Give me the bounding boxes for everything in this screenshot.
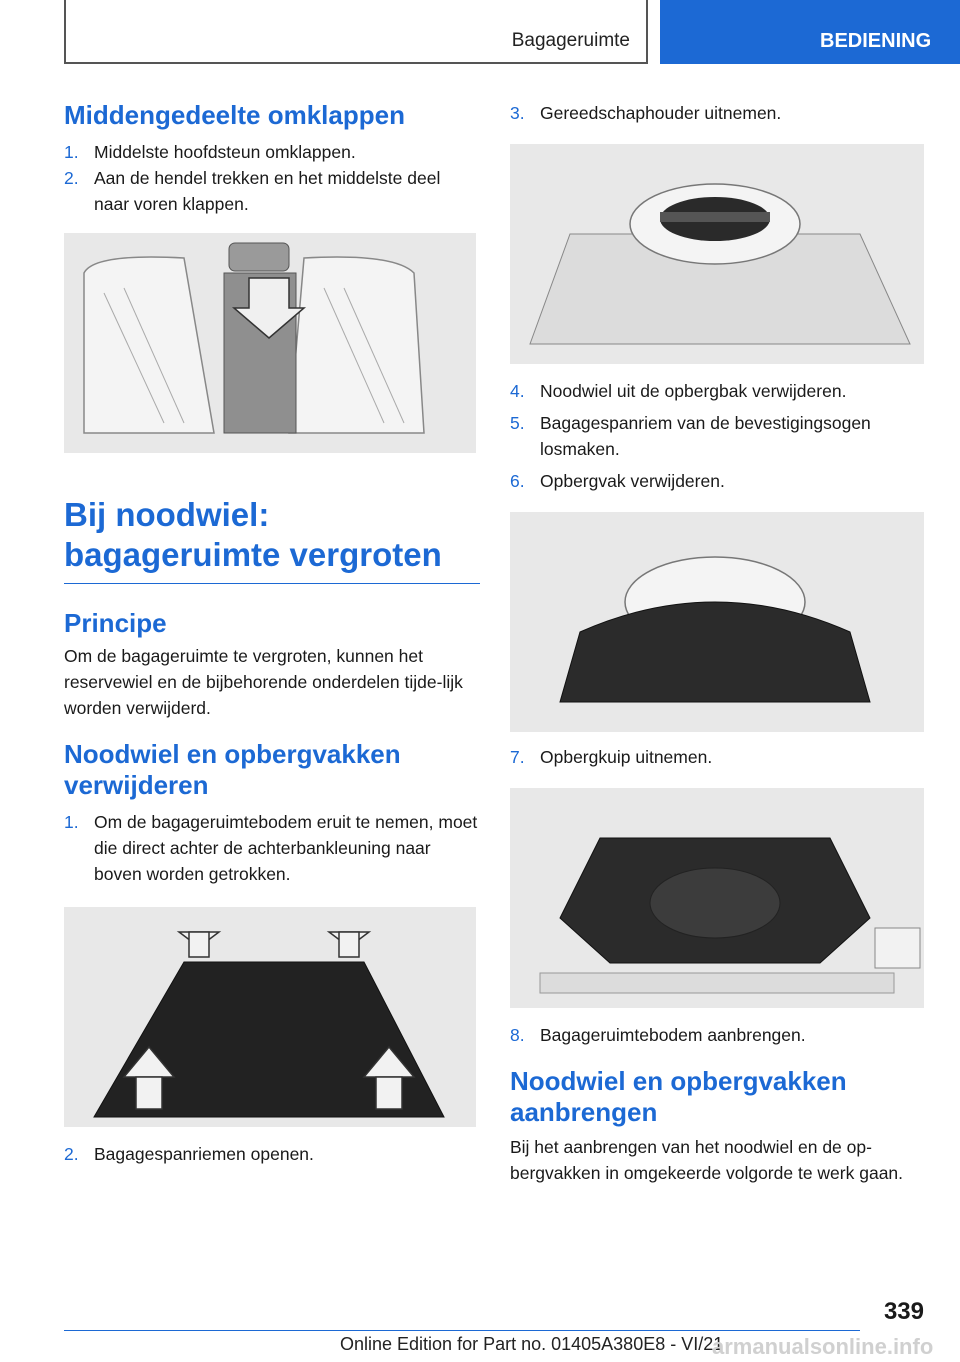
list-item xyxy=(510,410,924,462)
step-text: Bagagespanriem van de bevestigingsogen losmaken. xyxy=(540,413,871,459)
step-text: Aan de hendel trekken en het middelste deel naar voren klappen. xyxy=(94,168,441,214)
left-column xyxy=(64,100,480,1167)
storage-tub-illustration xyxy=(510,788,924,1008)
step-text: Gereedschaphouder uitnemen. xyxy=(540,103,782,123)
list-item xyxy=(64,139,480,165)
header-chapter-tab[interactable]: BEDIENING xyxy=(660,0,960,64)
heading-install: Noodwiel en opbergvakken aanbrengen xyxy=(510,1066,847,1127)
step-text: Om de bagageruimtebodem eruit te nemen, moet die direct achter de achterbankleuning naar boven worden getrokken. xyxy=(94,812,478,884)
install-text: Bij het aanbrengen van het noodwiel en de op-bergvakken in omgekeerde volgorde te werk gaan. xyxy=(510,1137,904,1183)
list-item xyxy=(64,165,480,217)
list-item xyxy=(510,100,924,126)
remove-steps-cont xyxy=(64,1141,480,1167)
storage-compartment-illustration xyxy=(510,512,924,732)
step-number: 2. xyxy=(64,168,79,188)
steps-7 xyxy=(510,744,924,770)
step-number: 5. xyxy=(510,413,525,433)
tool-holder-illustration xyxy=(510,144,924,364)
page-number: 339 xyxy=(883,1298,924,1325)
step-number: 2. xyxy=(64,1144,79,1164)
right-column xyxy=(510,100,924,1186)
step-text: Middelste hoofdsteun omklappen. xyxy=(94,142,356,162)
figure-storage-tub xyxy=(510,788,924,1008)
header-section-box xyxy=(64,0,648,64)
heading-enlarge-luggage: Bij noodwiel: bagageruimte vergroten xyxy=(64,495,480,584)
step-text: Noodwiel uit de opbergbak verwijderen. xyxy=(540,381,847,401)
list-item xyxy=(510,378,924,404)
figure-rear-seat xyxy=(64,233,476,453)
heading-remove: Noodwiel en opbergvakken verwijderen xyxy=(64,739,401,800)
step-text: Bagagespanriemen openen. xyxy=(94,1144,314,1164)
heading-principe: Principe xyxy=(64,608,167,638)
luggage-floor-illustration xyxy=(64,907,476,1127)
step-number: 3. xyxy=(510,103,525,123)
middle-steps xyxy=(64,139,480,217)
step-number: 7. xyxy=(510,747,525,767)
step-text: Opbergvak verwijderen. xyxy=(540,471,725,491)
step-text: Bagageruimtebodem aanbrengen. xyxy=(540,1025,806,1045)
step-text: Opbergkuip uitnemen. xyxy=(540,747,713,767)
footer-edition: Online Edition for Part no. 01405A380E8 - VI/21 xyxy=(340,1334,724,1354)
principe-text: Om de bagageruimte te vergroten, kunnen het reservewiel en de bijbehorende onderdelen tijde-lijk worden verwijderd. xyxy=(64,646,463,718)
step-number: 1. xyxy=(64,142,79,162)
footer-divider xyxy=(64,1330,860,1331)
list-item xyxy=(510,468,924,494)
step-number: 4. xyxy=(510,381,525,401)
figure-tool-holder xyxy=(510,144,924,364)
step-number: 1. xyxy=(64,812,79,832)
steps-4-6 xyxy=(510,378,924,494)
step-number: 6. xyxy=(510,471,525,491)
steps-8 xyxy=(510,1022,924,1048)
header-section-title: Bagageruimte xyxy=(511,30,630,51)
list-item xyxy=(64,1141,480,1167)
rear-seat-illustration xyxy=(64,233,476,453)
step-number: 8. xyxy=(510,1025,525,1045)
list-item xyxy=(510,1022,924,1048)
figure-luggage-floor xyxy=(64,907,476,1127)
figure-storage-compartment xyxy=(510,512,924,732)
watermark: armanualsonline.info xyxy=(712,1334,934,1359)
list-item xyxy=(64,809,480,887)
list-item xyxy=(510,744,924,770)
steps-3 xyxy=(510,100,924,126)
remove-steps xyxy=(64,809,480,887)
heading-middle-fold: Middengedeelte omklappen xyxy=(64,100,405,130)
